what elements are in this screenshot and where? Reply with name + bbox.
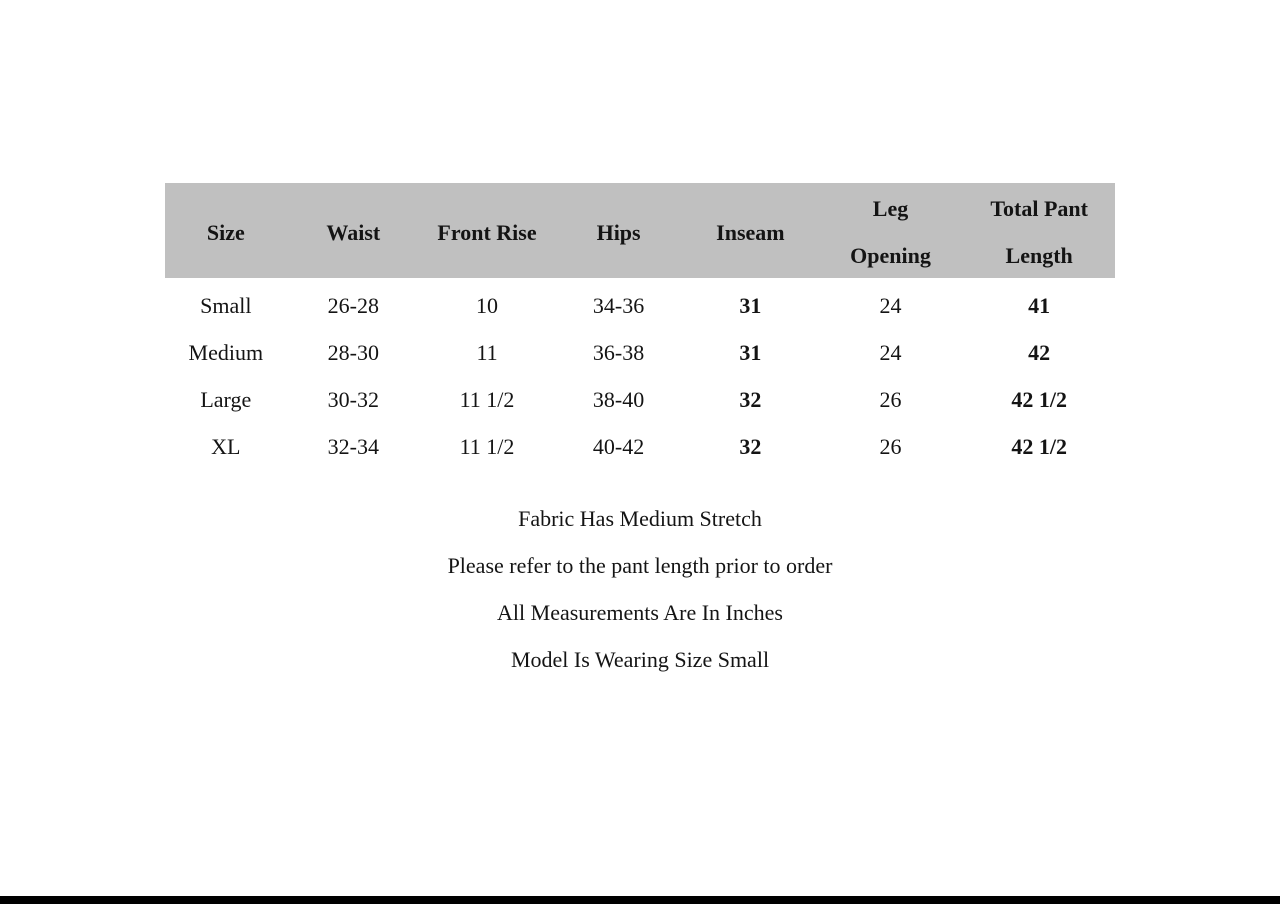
table-row-medium — [165, 329, 1115, 376]
header-cell-size — [165, 183, 287, 279]
cell-total-pant-length: 42 1/2 — [1011, 433, 1067, 459]
header-label-line1: Leg — [872, 196, 909, 221]
cell-inseam: 32 — [739, 386, 762, 412]
table-row-large — [165, 376, 1115, 423]
table-body — [165, 278, 1115, 470]
note-measurements-inches: All Measurements Are In Inches — [497, 600, 783, 625]
cell-hips: 38-40 — [592, 386, 645, 412]
cell-total-pant-length: 42 1/2 — [1011, 386, 1067, 412]
note-model-size: Model Is Wearing Size Small — [510, 647, 770, 672]
header-label-line2: Opening — [850, 243, 931, 268]
cell-front-rise: 11 1/2 — [459, 386, 515, 412]
header-cell-total-pant-length — [963, 183, 1115, 279]
header-label: Front Rise — [437, 219, 537, 245]
cell-front-rise: 11 — [476, 339, 498, 365]
cell-size: XL — [211, 433, 241, 459]
cell-size: Large — [200, 386, 252, 412]
cell-leg-opening: 26 — [879, 386, 902, 412]
header-label: Hips — [596, 219, 641, 245]
cell-size: Small — [200, 292, 252, 318]
table-row-xl — [165, 423, 1115, 470]
cell-waist: 26-28 — [327, 292, 379, 318]
cell-inseam: 31 — [739, 292, 762, 318]
cell-waist: 30-32 — [327, 386, 379, 412]
header-cell-leg-opening — [818, 183, 964, 279]
header-label: Waist — [326, 219, 381, 245]
cell-total-pant-length: 42 — [1028, 339, 1051, 365]
cell-size: Medium — [188, 339, 264, 365]
header-cell-front-rise — [420, 183, 554, 279]
cell-hips: 36-38 — [592, 339, 645, 365]
header-label: Size — [206, 219, 245, 245]
bottom-edge-bar — [0, 896, 1280, 904]
table-header-row — [165, 183, 1115, 278]
cell-leg-opening: 24 — [879, 292, 902, 318]
cell-front-rise: 11 1/2 — [459, 433, 515, 459]
table-row-small — [165, 282, 1115, 329]
cell-inseam: 32 — [739, 433, 762, 459]
size-chart-table — [165, 183, 1115, 470]
header-label-line2: Length — [1005, 243, 1073, 268]
header-cell-inseam — [683, 183, 817, 279]
cell-front-rise: 10 — [476, 292, 499, 318]
cell-hips: 40-42 — [592, 433, 645, 459]
cell-waist: 32-34 — [327, 433, 379, 459]
cell-waist: 28-30 — [327, 339, 379, 365]
cell-inseam: 31 — [739, 339, 762, 365]
cell-hips: 34-36 — [592, 292, 645, 318]
cell-leg-opening: 26 — [879, 433, 902, 459]
header-cell-waist — [287, 183, 420, 279]
cell-total-pant-length: 41 — [1028, 292, 1051, 318]
notes-block — [0, 495, 1280, 683]
cell-leg-opening: 24 — [879, 339, 902, 365]
header-cell-hips — [554, 183, 683, 279]
note-pant-length: Please refer to the pant length prior to order — [447, 553, 833, 578]
note-fabric-stretch: Fabric Has Medium Stretch — [518, 506, 762, 531]
header-label-line1: Total Pant — [990, 196, 1088, 221]
header-label: Inseam — [716, 219, 785, 245]
